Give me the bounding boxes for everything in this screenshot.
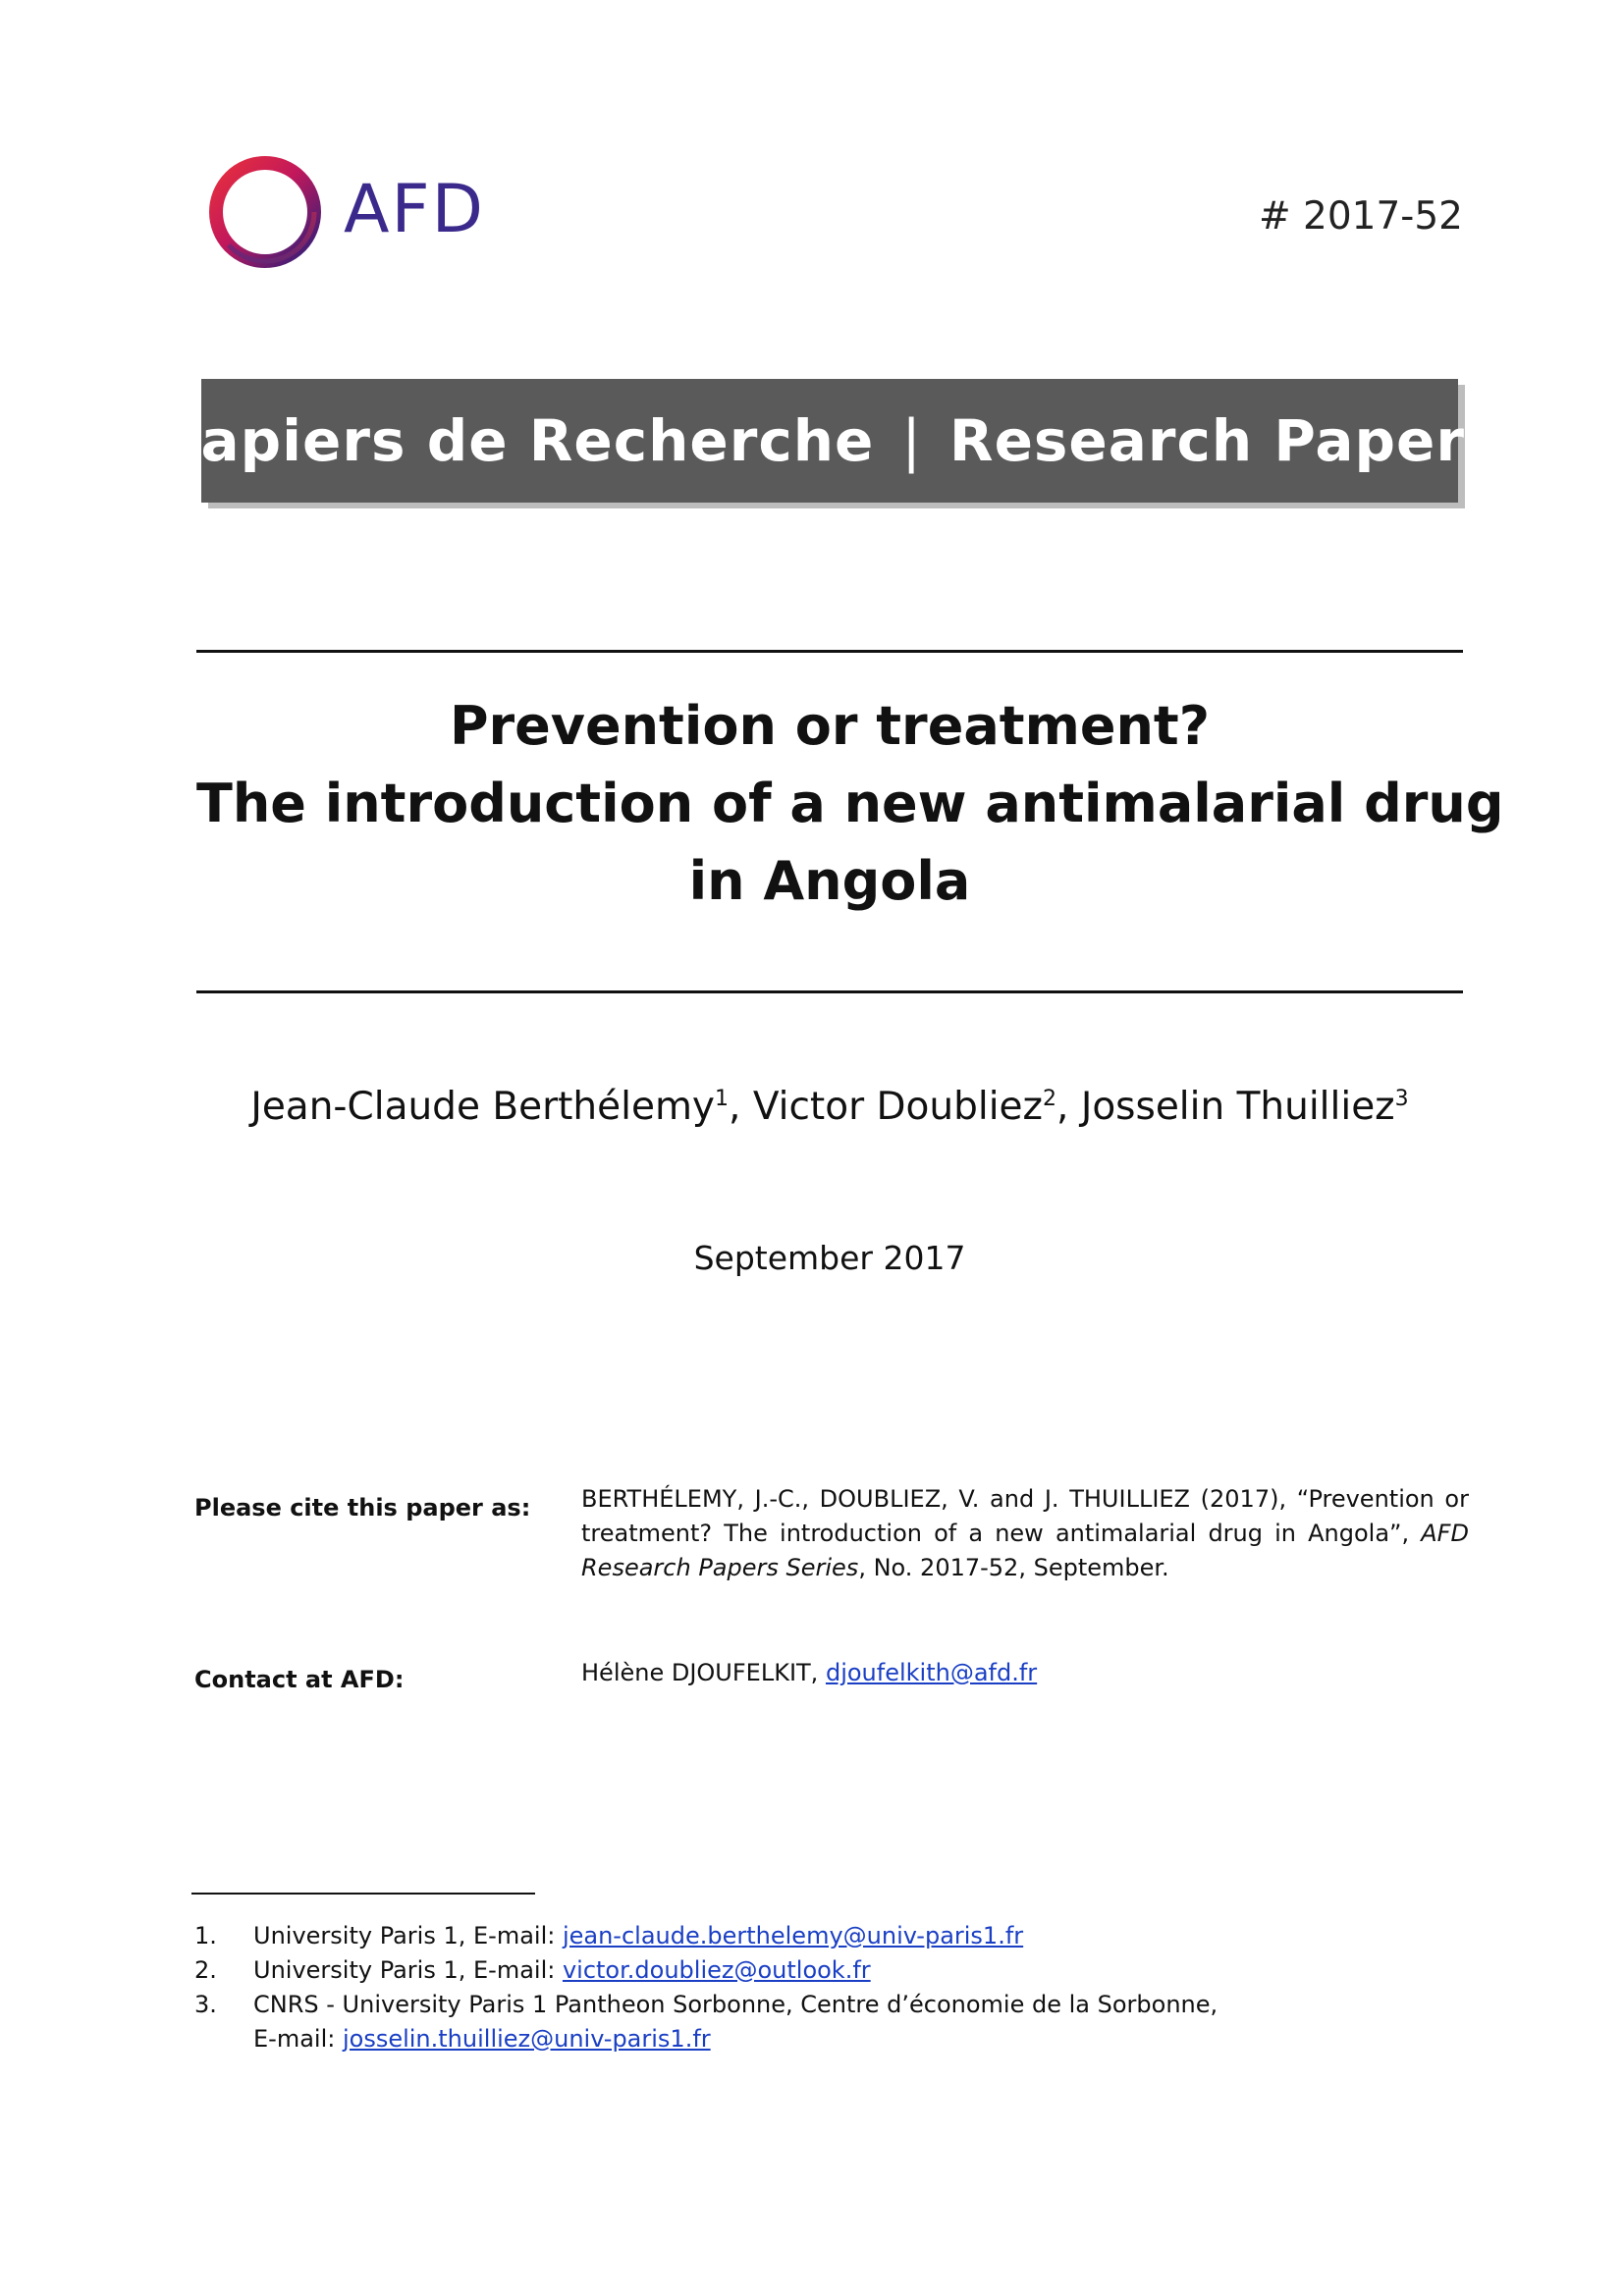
afd-logo — [204, 149, 499, 275]
citation-word: introduction — [780, 1520, 922, 1547]
contact-email-link[interactable]: djoufelkith@afd.fr — [825, 1659, 1038, 1686]
citation-line-2 — [581, 1517, 1469, 1551]
footnote-mark: 3 — [1394, 1087, 1409, 1111]
footnote-email-link[interactable]: josselin.thuilliez@univ-paris1.fr — [342, 2025, 711, 2053]
paper-title — [196, 687, 1504, 920]
footnote-rule — [191, 1893, 535, 1895]
citation-tail: , No. 2017-52, September. — [858, 1554, 1169, 1581]
contact-info — [581, 1659, 1037, 1686]
citation-word: a — [968, 1520, 984, 1547]
citation-word: and — [990, 1485, 1035, 1513]
footnote-item — [194, 1988, 1218, 2022]
citation-line-3 — [581, 1551, 1469, 1585]
author-list: Jean-Claude Berthélemy$^1$, Victor Doubliez$^2$, Josselin Thuilliez$^3$ — [250, 1085, 1409, 1129]
citation-word: antimalarial — [1055, 1520, 1197, 1547]
banner-english: Research Papers — [948, 407, 1500, 474]
citation-word: AFD — [1421, 1520, 1469, 1547]
footnote-number: 3. — [194, 1991, 217, 2018]
title-rule-bottom — [196, 990, 1463, 993]
footnote-item-continued — [194, 2022, 1218, 2056]
citation-word: V. — [958, 1485, 980, 1513]
title-rule-top — [196, 650, 1463, 653]
series-name: Research Papers Series — [581, 1554, 859, 1581]
paper-number: # 2017-52 — [1258, 194, 1463, 239]
citation-word: BERTHÉLEMY, — [581, 1485, 744, 1513]
footnote-item — [194, 1919, 1218, 1953]
banner-separator: | — [901, 407, 922, 474]
citation-label: Please cite this paper as: — [194, 1494, 531, 1522]
citation-word: DOUBLIEZ, — [819, 1485, 948, 1513]
citation-word: new — [995, 1520, 1044, 1547]
footnote-text: University Paris 1, E-mail: — [253, 1956, 563, 1984]
citation-word: (2017), — [1200, 1485, 1287, 1513]
publication-date: September 2017 — [693, 1239, 966, 1277]
citation-word: THUILLIEZ — [1069, 1485, 1190, 1513]
citation-word: The — [724, 1520, 768, 1547]
footnote-item — [194, 1953, 1218, 1988]
citation-text — [581, 1482, 1469, 1585]
author-name: Jean-Claude Berthélemy — [250, 1085, 716, 1129]
citation-word: “Prevention — [1296, 1485, 1435, 1513]
citation-word: J.-C., — [754, 1485, 810, 1513]
series-banner — [159, 379, 1500, 503]
author-name: Victor Doubliez — [752, 1085, 1044, 1129]
citation-word: in — [1274, 1520, 1296, 1547]
citation-word: J. — [1044, 1485, 1059, 1513]
footnote-mark: 1 — [715, 1087, 730, 1111]
title-line-3: in Angola — [688, 850, 971, 912]
footnote-number: 1. — [194, 1922, 217, 1949]
citation-line-1 — [581, 1482, 1469, 1517]
title-line-2: The introduction of a new antimalarial drug — [196, 773, 1504, 834]
author-name: Josselin Thuilliez — [1080, 1085, 1395, 1129]
footnote-number: 2. — [194, 1956, 217, 1984]
citation-word: of — [934, 1520, 957, 1547]
footnote-text: E-mail: — [253, 2025, 343, 2053]
footnote-email-link[interactable]: victor.doubliez@outlook.fr — [562, 1956, 871, 1984]
footnote-text: University Paris 1, E-mail: — [253, 1922, 563, 1949]
footnote-mark: 2 — [1043, 1087, 1057, 1111]
logo-text: AFD — [344, 171, 485, 248]
banner-french: Papiers de Recherche — [159, 407, 875, 474]
contact-label: Contact at AFD: — [194, 1666, 405, 1693]
contact-name: Hélène DJOUFELKIT, — [581, 1659, 826, 1686]
afd-ring-icon — [204, 149, 332, 275]
footnote-email-link[interactable]: jean-claude.berthelemy@univ-paris1.fr — [562, 1922, 1024, 1949]
citation-word: or — [1444, 1485, 1469, 1513]
footnotes — [194, 1919, 1218, 2056]
footnote-text: CNRS - University Paris 1 Pantheon Sorbonne, Centre d’économie de la Sorbonne, — [253, 1991, 1218, 2018]
title-line-1: Prevention or treatment? — [449, 695, 1211, 757]
citation-word: treatment? — [581, 1520, 713, 1547]
citation-word: drug — [1208, 1520, 1263, 1547]
citation-word: Angola”, — [1308, 1520, 1410, 1547]
